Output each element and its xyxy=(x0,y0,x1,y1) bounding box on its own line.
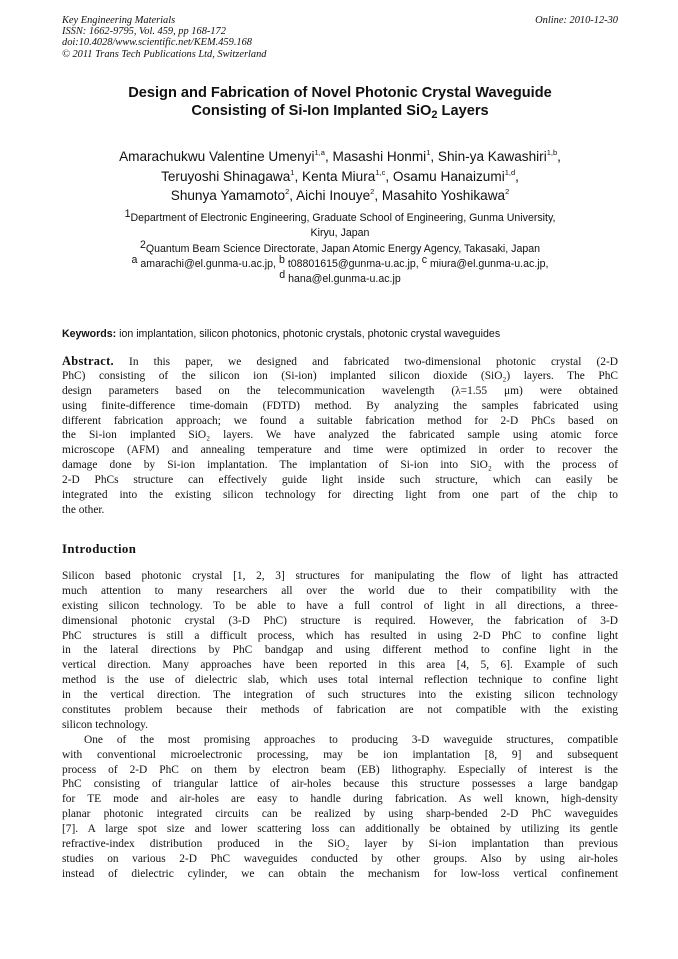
email-line-1: $^a$ amarachi@el.gunma-u.ac.jp, $^b$ t08801615@gunma-u.ac.jp, $^c$ miura@el.gunma-u.ac.jp, xyxy=(131,253,549,270)
body-line: process of 2-D PhC on them by electron beam (EB) lithography. Especially of interest is the xyxy=(62,763,618,776)
author-line-1: Amarachukwu Valentine Umenyi$^{1,a}$, Masashi Honmi$^1$, Shin-ya Kawashiri$^{1,b}$, xyxy=(119,148,561,164)
body-line: PhC consisting of triangular lattice of air-holes because this structure possesses a large bandgap xyxy=(62,778,618,791)
author-name: Masashi Honmi xyxy=(332,149,427,164)
body-line: in the vertical direction. The integration of such structures into the existing silicon technology xyxy=(62,689,618,702)
affiliations xyxy=(62,208,618,287)
author-name: Shin-ya Kawashiri xyxy=(437,149,547,164)
abstract-label: Abstract. xyxy=(62,354,114,368)
author-name: Aichi Inouye xyxy=(296,188,371,203)
body-line: vertical direction. Many approaches have been reported in this area [4, 5, 6]. Example of such xyxy=(62,659,618,672)
email-address: amarachi@el.gunma-u.ac.jp, xyxy=(140,257,276,270)
body-line: planar photonic integrated circuits can be realized by using sharp-bended 2-D PhC waveguides xyxy=(62,808,618,821)
body-line: refractive-index distribution produced in the SiO₂ layer by Si-ion implantation than previous xyxy=(62,838,618,851)
doi-line: doi:10.4028/www.scientific.net/KEM.459.168 xyxy=(62,37,252,49)
title-line-1: Design and Fabrication of Novel Photonic Crystal Waveguide xyxy=(128,85,552,101)
body-line: existing silicon technology. To be able to have a full control of light in all directions, a three- xyxy=(62,599,618,612)
body-line: One of the most promising approaches to producing 3-D waveguide structures, compatible xyxy=(84,733,618,746)
abstract-line: 2-D PhCs structure can effectively guide light inside such structure, which can easily be xyxy=(62,474,618,487)
email-address: t08801615@gunma-u.ac.jp, xyxy=(287,257,419,270)
abstract-line: integrated into the existing silicon technology for directing light from one part of the chip to xyxy=(62,489,618,502)
issn-line: ISSN: 1662-9795, Vol. 459, pp 168-172 xyxy=(62,26,226,38)
copyright-line: © 2011 Trans Tech Publications Ltd, Switzerland xyxy=(62,48,267,60)
body-line: much attention to many researchers all over the world due to their compatibility with the xyxy=(62,584,618,597)
author-line-3: Shunya Yamamoto$^2$, Aichi Inouye$^2$, Masahito Yoshikawa$^2$ xyxy=(170,187,510,203)
keywords xyxy=(62,327,618,341)
body-line: method is the use of dielectric slab, which uses total internal reflection technique to confine light xyxy=(62,674,618,687)
keywords-label: Keywords: xyxy=(62,328,117,340)
email-line-2: $^d$ hana@el.gunma-u.ac.jp xyxy=(279,269,401,286)
abstract xyxy=(62,354,618,518)
author-name: Amarachukwu Valentine Umenyi xyxy=(119,149,315,164)
affiliation-2: $^2$Quantum Beam Science Directorate, Japan Atomic Energy Agency, Takasaki, Japan xyxy=(139,238,541,255)
body-line: silicon technology. xyxy=(62,718,148,731)
author-name: Kenta Miura xyxy=(302,168,376,184)
introduction-body xyxy=(62,569,618,882)
abstract-line: Abstract. In this paper, we designed and fabricated two-dimensional photonic crystal (2-D xyxy=(62,354,618,368)
email-address: miura@el.gunma-u.ac.jp, xyxy=(429,257,549,270)
author-name: Shunya Yamamoto xyxy=(170,188,286,203)
author-list xyxy=(62,147,618,206)
author-name: Osamu Hanaizumi xyxy=(392,168,505,184)
abstract-line: different fabrication approach; we found a suitable fabrication method for 2-D PhCs based on xyxy=(62,414,618,427)
affiliation-1: $^1$Department of Electronic Engineering, Graduate School of Engineering, Gunma University, xyxy=(124,208,556,224)
email-address: hana@el.gunma-u.ac.jp xyxy=(288,273,401,286)
abstract-line: using finite-difference time-domain (FDTD) method. By analyzing the samples fabricated using xyxy=(62,399,618,412)
journal-header xyxy=(62,15,618,60)
online-date: Online: 2010-12-30 xyxy=(535,15,618,26)
abstract-line: the Si-ion implanted SiO₂ layers. We have analyzed the fabricated sample using atomic force xyxy=(62,429,618,442)
section-heading-introduction: Introduction xyxy=(62,542,137,556)
title-line-2: Consisting of Si-Ion Implanted SiO$_2$ Layers xyxy=(191,103,489,121)
body-line: in the lateral directions by PhC bandgap and using different method to confine light in the xyxy=(62,644,618,657)
abstract-line: the other. xyxy=(62,503,105,516)
body-line: instead of dielectric cylinder, we can obtain the mechanism for low-loss vertical confinement xyxy=(62,867,618,880)
keywords-text: ion implantation, silicon photonics, photonic crystals, photonic crystal waveguides xyxy=(119,328,501,340)
abstract-line: PhC) consisting of the silicon ion (Si-ion) implanted silicon dioxide (SiO₂) layers. The PhC xyxy=(62,369,618,382)
body-line: PhC structures is still a difficult process, which has resulted in using 2-D PhC to confine light xyxy=(62,629,618,642)
body-line: constitutes problem because their methods of fabrication are not compatible with the existing xyxy=(62,704,618,717)
body-line: dimensional photonic crystal (3-D PhC) structure is required. However, the fabrication of 3-D xyxy=(62,614,618,627)
journal-name: Key Engineering Materials xyxy=(62,15,176,26)
body-line: for TE mode and air-holes are easy to handle during fabrication. As well known, high-density xyxy=(62,793,618,806)
body-line: with conventional microelectronic processing, may be ion implantation [8, 9] and subsequent xyxy=(62,748,618,761)
affiliation-1-city: Kiryu, Japan xyxy=(310,227,370,240)
author-line-2: Teruyoshi Shinagawa$^1$, Kenta Miura$^{1,c}$, Osamu Hanaizumi$^{1,d}$, xyxy=(161,167,519,184)
author-name: Masahito Yoshikawa xyxy=(381,188,506,203)
abstract-line: design parameters based on the telecommunication wavelength (λ=1.55 μm) were obtained xyxy=(62,384,618,397)
body-line: studies on various 2-D PhC waveguides conducted by other groups. Also by using air-holes xyxy=(62,852,618,865)
author-name: Teruyoshi Shinagawa xyxy=(161,168,291,184)
body-line: [7]. A large spot size and lower scattering loss can additionally be obtained by utilizing its gentle xyxy=(62,823,618,836)
body-line: Silicon based photonic crystal [1, 2, 3] structures for manipulating the flow of light has attracted xyxy=(62,570,618,582)
paper-title xyxy=(62,84,618,124)
abstract-line: damage done by Si-ion implantation. The implantation of Si-ion into SiO₂ with the process of xyxy=(62,459,618,472)
abstract-line: microscope (AFM) and annealing temperature and time were optimized in order to recover the xyxy=(62,444,618,457)
